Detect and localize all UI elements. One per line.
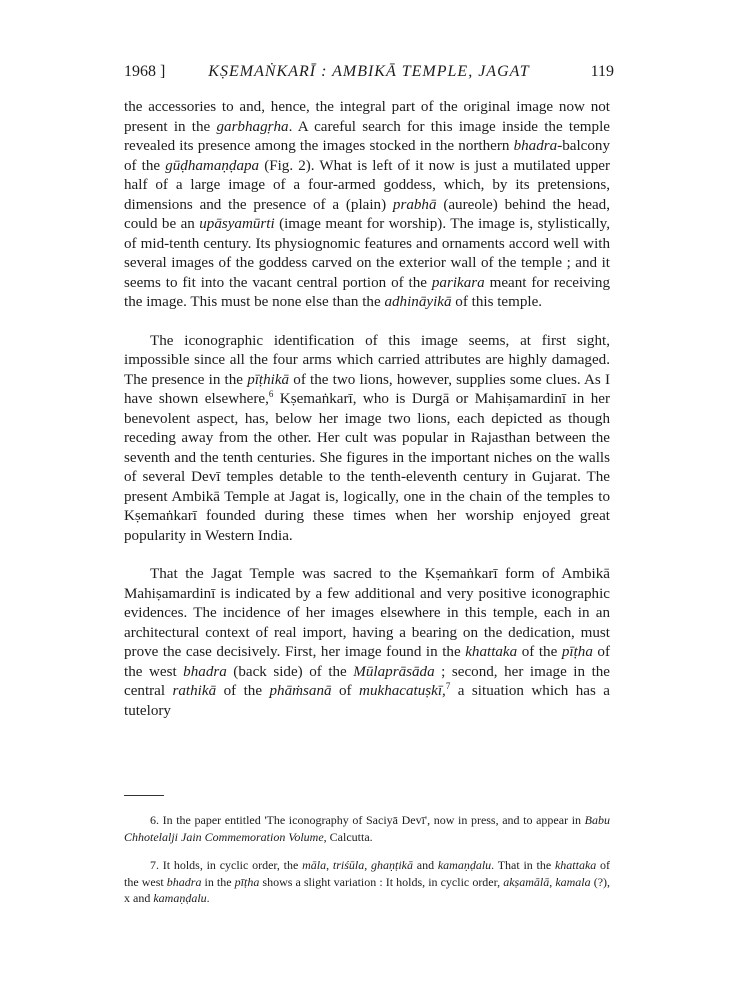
italic-term: upāsyamūrti (199, 216, 275, 232)
text-run: Kṣemaṅkarī, who is Durgā or Mahiṣamardinī in her benevolent aspect, has, below her image two lions, each depicted as though receding away from the other. Her cult was popular in Rajasthan between the seventh and the tenth centuries. She figures in the important niches on the walls of several Devī temples detable to the tenth-eleventh century in Gujarat. The present Ambikā Temple at Jagat is, logically, one in the chain of the temples to Kṣemaṅkarī founded during these times when her worship enjoyed great popularity in Western India. (124, 391, 610, 544)
italic-term: parikara (431, 274, 485, 291)
header-title: KṢEMAṄKARĪ : AMBIKĀ TEMPLE, JAGAT (208, 63, 530, 80)
paragraph-2 (124, 332, 610, 547)
text-run: and (412, 858, 438, 872)
text-run: meant for receiving the image. This must be none else than the (124, 274, 610, 310)
text-run: shows a slight variation : It holds, in cyclic order, (259, 874, 504, 889)
running-header (124, 63, 614, 85)
text-run: (back side) of the (226, 663, 354, 680)
italic-term: pīṭha (234, 874, 260, 889)
italic-term: kamaṇḍalu (153, 891, 207, 905)
text-run: , (326, 858, 333, 872)
italic-term: bhadra (166, 874, 202, 889)
italic-term: adhināyikā (384, 294, 452, 310)
text-run: of the west (124, 644, 610, 680)
text-run: of the (517, 644, 562, 660)
header-year: 1968 ] (124, 63, 166, 80)
text-run: (image meant for worship). The image is, stylistically, of mid-tenth century. Its physiognomic features and ornaments accord well with several images of the goddess carved on the exterior wall of the temple ; and it seems to fit into the vacant central portion of the (124, 216, 610, 291)
text-run: . A careful search for this image inside the temple revealed its presence among the images stocked in the northern (124, 118, 610, 154)
italic-term: bhadra (183, 663, 227, 680)
text-run: . That in the (491, 858, 555, 872)
italic-term: pīṭha (561, 644, 593, 660)
text-run: , (442, 683, 446, 699)
footnote-7 (124, 857, 610, 907)
italic-term: ghaṇṭikā (370, 858, 413, 872)
text-run: of the two lions, however, supplies some clues. As I have shown elsewhere, (124, 371, 610, 407)
italic-term: mukhacatuṣkī (359, 683, 443, 699)
italic-term: gūḍhamaṇḍapa (165, 157, 260, 174)
italic-term: triśūla (332, 858, 365, 872)
footnote-ref-6[interactable]: 6 (268, 388, 274, 399)
italic-term: akṣamālā (503, 874, 550, 889)
text-run: , (364, 858, 371, 872)
footnote-6 (124, 812, 610, 845)
text-run: of the (216, 683, 270, 699)
italic-term: kamala (555, 874, 591, 889)
italic-term: rathikā (172, 683, 217, 699)
text-run: 6. In the paper entitled 'The iconography of Saciyā Devī', now in press, and to appear in (150, 813, 585, 827)
paragraph-1 (124, 98, 610, 313)
italic-term: khattaka (465, 644, 518, 660)
text-run: -balcony of the (124, 138, 610, 174)
footnote-ref-7[interactable]: 7 (445, 680, 451, 691)
text-run: of this temple. (451, 294, 543, 310)
footnote-divider (124, 795, 164, 796)
text-run: the accessories to and, hence, the integral part of the original image now not present in the (124, 99, 610, 135)
text-run: . (206, 891, 210, 905)
paragraph-3 (124, 565, 610, 721)
italic-term: kamaṇḍalu (437, 858, 492, 872)
text-run: 7. It holds, in cyclic order, the (150, 858, 303, 872)
text-run: (Fig. 2). What is left of it now is just a mutilated upper half of a large image of a four-armed goddess, which, by its pretensions, dimensions and the presence of a (plain) (124, 157, 610, 213)
text-run: , (549, 874, 556, 889)
italic-term: khattaka (554, 858, 597, 872)
text-run: (?), x and (124, 874, 611, 905)
italic-term: garbhagṛha (216, 118, 289, 135)
italic-term: Mūlaprāsāda (353, 663, 435, 680)
text-run: ; second, her image in the central (124, 663, 611, 699)
text-run: of (331, 683, 360, 699)
italic-term: prabhā (392, 196, 437, 213)
italic-term: māla (302, 858, 327, 872)
italic-term: pīṭhikā (247, 371, 290, 388)
footnotes (124, 812, 610, 907)
italic-term: Babu Chhotelalji Jain Commemoration Volume (124, 813, 610, 844)
italic-term: bhadra (513, 138, 558, 154)
text-run: The iconographic identification of this image seems, at first sight, impossible since all the four arms which carried attributes are highly damaged. The presence in the (124, 332, 610, 388)
body-text (124, 98, 610, 721)
text-run: of the west (124, 858, 611, 889)
text-run: a situation which has a tutelory (124, 683, 610, 719)
italic-term: phāṁsanā (269, 683, 332, 699)
text-run: (aureole) behind the head, could be an (124, 196, 610, 232)
text-run: in the (201, 874, 235, 889)
page-number: 119 (590, 63, 614, 80)
text-run: , Calcutta. (323, 829, 373, 844)
text-run: That the Jagat Temple was sacred to the Kṣemaṅkarī form of Ambikā Mahiṣamardinī is indicated by a few additional and very positive iconographic evidences. The incidence of her images elsewhere in this temple, each in an architectural context of real import, having a bearing on the dedication, must prove the case decisively. First, her image found in the (124, 566, 610, 660)
